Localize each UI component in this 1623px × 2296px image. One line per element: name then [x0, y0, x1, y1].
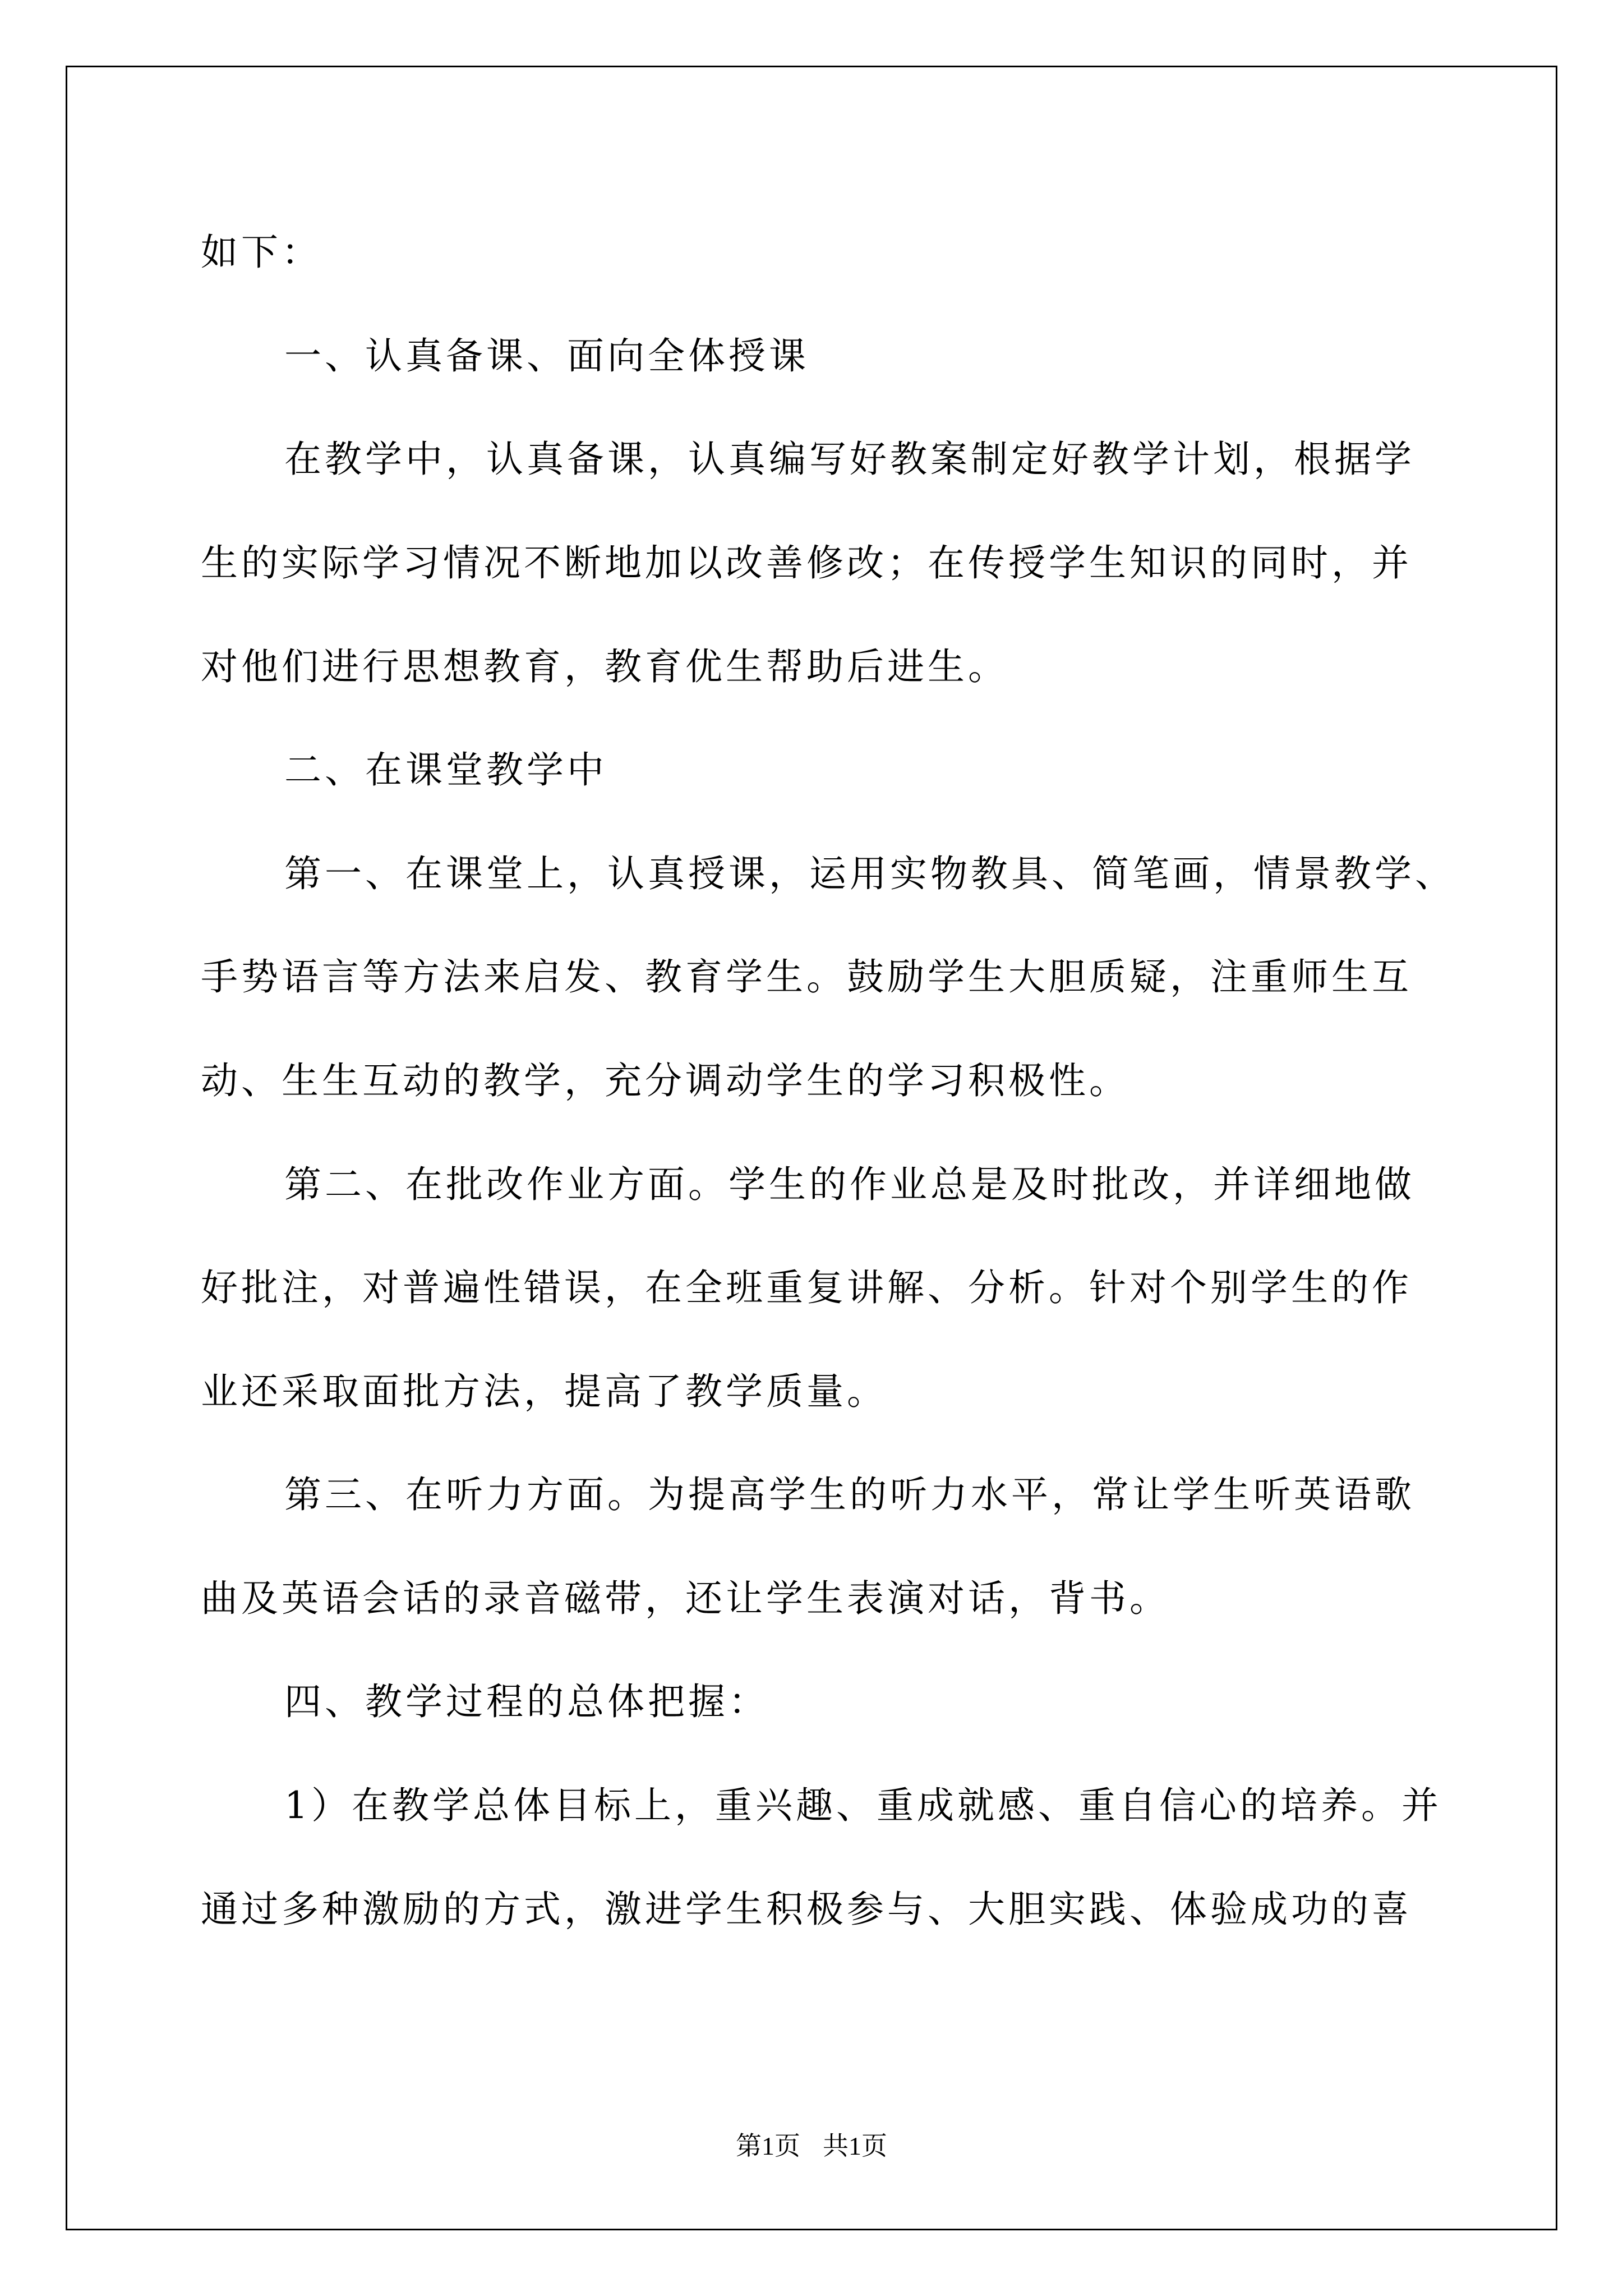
page-number-total: 共1页 — [823, 2132, 887, 2160]
paragraph-line: 对他们进行思想教育，教育优生帮助后进生。 — [201, 645, 1008, 688]
paragraph-line: 动、生生互动的教学，充分调动学生的学习积极性。 — [201, 1059, 1129, 1102]
paragraph-line: 业还采取面批方法，提高了教学质量。 — [201, 1370, 887, 1413]
section-heading: 二、在课堂教学中 — [284, 748, 607, 792]
section-heading: 四、教学过程的总体把握： — [284, 1680, 769, 1723]
paragraph-line: 第一、在课堂上，认真授课，运用实物教具、简笔画，情景教学、 — [284, 852, 1455, 895]
section-heading: 一、认真备课、面向全体授课 — [284, 334, 809, 378]
paragraph-line: 第二、在批改作业方面。学生的作业总是及时批改，并详细地做 — [284, 1163, 1415, 1206]
paragraph-line: 第三、在听力方面。为提高学生的听力水平，常让学生听英语歌 — [284, 1473, 1415, 1516]
paragraph-line: 生的实际学习情况不断地加以改善修改；在传授学生知识的同时，并 — [201, 541, 1412, 585]
page-footer — [0, 2131, 1623, 2162]
paragraph-line: 手势语言等方法来启发、教育学生。鼓励学生大胆质疑，注重师生互 — [201, 955, 1412, 999]
paragraph-line: 通过多种激励的方式，激进学生积极参与、大胆实践、体验成功的喜 — [201, 1888, 1412, 1931]
page-number-current: 第1页 — [736, 2132, 800, 2160]
text-line: 如下： — [201, 231, 322, 274]
paragraph-line: 1）在教学总体目标上，重兴趣、重成就感、重自信心的培养。并 — [284, 1784, 1442, 1827]
paragraph-line: 曲及英语会话的录音磁带，还让学生表演对话，背书。 — [201, 1577, 1170, 1620]
paragraph-line: 好批注，对普遍性错误，在全班重复讲解、分析。针对个别学生的作 — [201, 1266, 1412, 1309]
paragraph-line: 在教学中，认真备课，认真编写好教案制定好教学计划，根据学 — [284, 438, 1415, 481]
